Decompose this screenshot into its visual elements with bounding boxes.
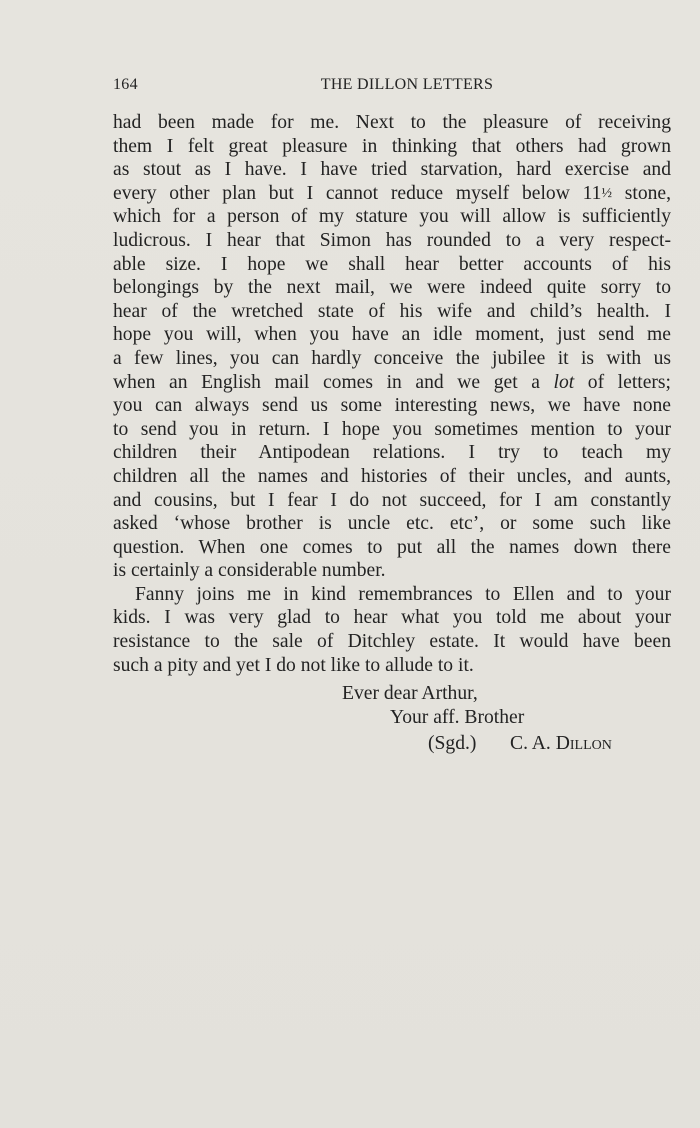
running-head	[113, 76, 671, 98]
text-line: asked ‘whose brother is uncle etc. etc’, or some such like	[113, 513, 671, 535]
page-number: 164	[113, 76, 138, 93]
text-line: kids. I was very glad to hear what you told me about your	[113, 607, 671, 629]
text-line: hear of the wretched state of his wife and child’s health. I	[113, 300, 671, 322]
text-line: to send you in return. I hope you sometimes mention to your	[113, 418, 671, 440]
text-line: ludicrous. I hear that Simon has rounded to a very respect-	[113, 229, 671, 251]
text-line: such a pity and yet I do not like to allude to it.	[113, 654, 474, 676]
text-line-part: of letters;	[574, 371, 672, 393]
fraction: ½	[601, 185, 612, 201]
text-line-with-fraction	[113, 182, 671, 206]
text-line: hope you will, when you have an idle moment, just send me	[113, 324, 671, 346]
text-line: a few lines, you can hardly conceive the jubilee it is with us	[113, 347, 671, 369]
signature: C. A. Dillon	[510, 733, 612, 754]
text-line: and cousins, but I fear I do not succeed, for I am constantly	[113, 489, 671, 511]
text-line: resistance to the sale of Ditchley estate. It would have been	[113, 631, 671, 653]
text-line-part: every other plan but I cannot reduce myself below 11	[113, 182, 602, 204]
text-line: Fanny joins me in kind remembrances to Ellen and to your	[135, 583, 671, 605]
text-line: you can always send us some interesting news, we have none	[113, 395, 671, 417]
text-line: which for a person of my stature you will allow is sufficiently	[113, 206, 671, 228]
text-line: belongings by the next mail, we were indeed quite sorry to	[113, 277, 671, 299]
signed-marker: (Sgd.)	[428, 733, 477, 754]
text-line: as stout as I have. I have tried starvation, hard exercise and	[113, 159, 671, 181]
text-line: able size. I hope we shall hear better accounts of his	[113, 253, 671, 275]
closing-salutation: Ever dear Arthur,	[342, 683, 478, 704]
text-line: had been made for me. Next to the pleasure of receiving	[113, 112, 671, 133]
running-title: THE DILLON LETTERS	[320, 76, 494, 93]
text-line-part: stone,	[611, 182, 672, 204]
text-line: them I felt great pleasure in thinking that others had grown	[113, 135, 671, 157]
letter-body	[113, 111, 671, 677]
text-line: children their Antipodean relations. I try to teach my	[113, 442, 671, 464]
text-line-part: when an English mail comes in and we get a	[113, 371, 540, 393]
text-line-with-italic	[113, 371, 671, 395]
italic-word: lot	[553, 371, 575, 393]
closing-relation: Your aff. Brother	[390, 707, 525, 728]
text-line: children all the names and histories of their uncles, and aunts,	[113, 465, 671, 487]
text-line: question. When one comes to put all the names down there	[113, 536, 671, 558]
text-line: is certainly a considerable number.	[113, 560, 386, 582]
